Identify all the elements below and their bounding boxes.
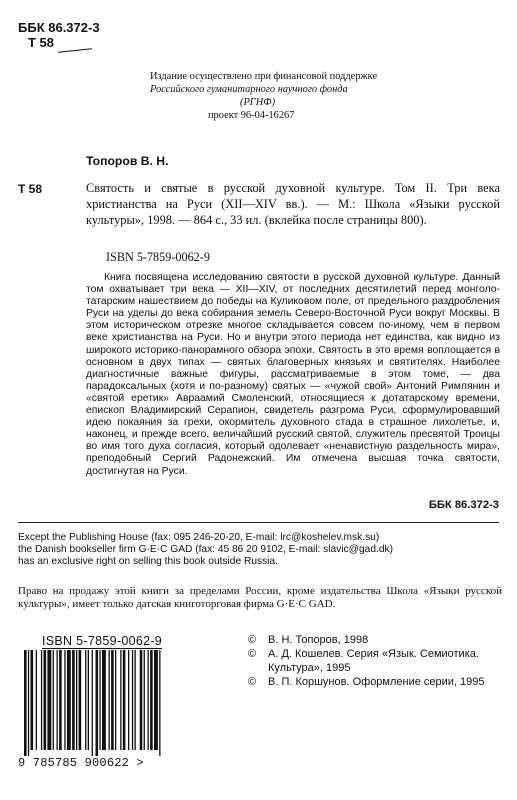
- copyright-item: [248, 647, 508, 675]
- funding-line-4: проект 96-04-16267: [208, 110, 295, 121]
- funding-line-1: Издание осуществлено при финансовой поддержке: [150, 71, 378, 82]
- copyright-symbol: ©: [248, 676, 257, 688]
- copyright-text: В. Н. Топоров, 1998: [268, 634, 369, 646]
- bibliographic-description: Святость и святые в русской духовной культуре. Том II. Три века христианства на Руси (XII—XIV вв.). — М.: Школа «Языки русской культуры», 1998. — 864 с., 33 ил. (вклейка после страницы 800).: [86, 181, 500, 227]
- copyright-symbol: ©: [248, 634, 257, 646]
- barcode-image: [18, 650, 208, 756]
- divider: [18, 522, 499, 523]
- barcode-block: [18, 630, 208, 780]
- barcode-digits: 9 785785 900622 >: [18, 756, 144, 770]
- bbk-footer-code: ББК 86.372-3: [428, 499, 499, 511]
- bbk-code: ББК 86.372-3: [18, 20, 100, 35]
- class-code: Т 58: [18, 182, 43, 196]
- publisher-notice: [18, 532, 500, 569]
- publisher-line-3: has an exclusive right on selling this book outside Russia.: [18, 556, 278, 568]
- bbk-header: [18, 20, 100, 50]
- annotation-text: Книга посвящена исследованию святости в русской духовной культуре. Данный том охватывает три века — XII—XIV, от последних десятилетий перед монголо-татарским нашествием до победы на Куликовом поле, от предельного раздробления Руси на уделы до века собирания земель Северо-Восточной Руси вокруг Москвы. В этом историческом отрезке многое складывается совсем по-иному, чем в первом веке христианства на Руси. Но и внутри этого периода нет единства, как видно из широкого историко-панорамного обзора эпохи. Святость в это время воплощается в основном в двух типах — святых благоверных князьях и святителях. Наиболее диагностичные важные фигуры, рассматриваемые в этом томе, — два парадоксальных (хотя и по-разному) святых — «чужой свой» Антоний Римлянин и «святой еретик» Авраамий Смоленский, относящиеся к дотатарскому времени, епископ Владимирский Серапион, свидетель разгрома Руси, сформулировавший идею покаяния за грехи, окормитель духовного стада в страшное лихолетье, и, наконец, и прежде всего, величайший русский святой, служитель пресвятой Троицы во имя того духа согласия, который одолевает «ненавистную раздельность мира», преподобный Сергий Радонежский. Им отмечена высшая точка святости, достигнутая на Руси.: [86, 272, 500, 477]
- funding-note: [150, 70, 430, 122]
- publisher-line-1: Except the Publishing House (fax: 095 246-20-20, E-mail: lrc@koshelev.msk.su): [18, 532, 380, 543]
- copyright-symbol: ©: [248, 648, 257, 660]
- sales-rights-notice: Право на продажу этой книги за пределами России, кроме издательства Школа «Языки русской культуры», имеет только датская книготорговая фирма G·E·C GAD.: [18, 585, 502, 610]
- copyright-item: [248, 633, 508, 647]
- barcode-isbn-label: ISBN 5-7859-0062-9: [42, 634, 163, 648]
- bbk-class: Т 58: [28, 35, 55, 50]
- copyright-text: В. П. Коршунов. Оформление серии, 1995: [268, 676, 485, 688]
- copyright-text: А. Д. Кошелев. Серия «Язык. Семиотика. Культура», 1995: [268, 648, 479, 674]
- copyright-item: [248, 675, 508, 689]
- copyright-list: [248, 633, 508, 689]
- author-name: Топоров В. Н.: [86, 154, 169, 168]
- funding-line-2: Российского гуманитарного научного фонда: [150, 84, 348, 95]
- publisher-line-2: the Danish bookseller firm G·E·C GAD (fax: 45 86 20 9102, E-mail: slavic@gad.dk): [18, 544, 393, 556]
- funding-line-3: (РГНФ): [240, 97, 276, 108]
- isbn-number: ISBN 5-7859-0062-9: [106, 250, 210, 264]
